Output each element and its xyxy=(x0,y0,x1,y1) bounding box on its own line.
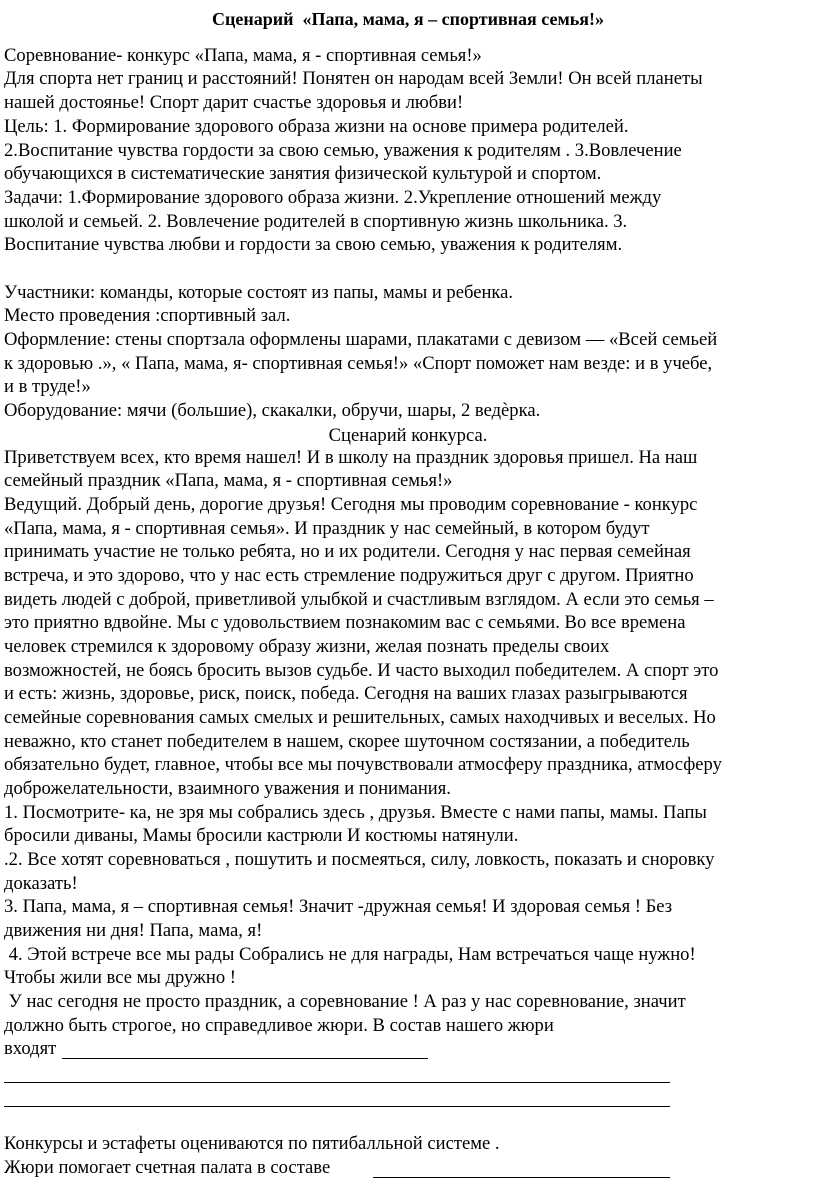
paragraph-line: Оформление: стены спортзала оформлены шарами, плакатами с девизом — «Всей семьей xyxy=(4,329,718,350)
paragraph-line: доказать! xyxy=(4,873,78,894)
jury-blank-line-3 xyxy=(4,1106,670,1107)
paragraph-line: «Папа, мама, я - спортивная семья». И праздник у нас семейный, в котором будут xyxy=(4,518,650,539)
paragraph-line: 3. Папа, мама, я – спортивная семья! Значит -дружная семья! И здоровая семья ! Без xyxy=(4,896,673,917)
paragraph-line: Конкурсы и эстафеты оцениваются по пятибалльной системе . xyxy=(4,1133,500,1154)
paragraph-line: и есть: жизнь, здоровье, риск, поиск, победа. Сегодня на ваших глазах разыгрываются xyxy=(4,683,688,704)
paragraph-line: нашей достоянье! Спорт дарит счастье здоровья и любви! xyxy=(4,92,464,113)
paragraph-line: входят xyxy=(4,1038,57,1059)
paragraph-line: видеть людей с доброй, приветливой улыбкой и счастливым взглядом. А если это семья – xyxy=(4,589,714,610)
paragraph-line: Воспитание чувства любви и гордости за свою семью, уважения к родителям. xyxy=(4,234,623,255)
paragraph-line: к здоровью .», « Папа, мама, я- спортивная семья!» «Спорт поможет нам везде: и в учебе, xyxy=(4,353,713,374)
paragraph-line: и в труде!» xyxy=(4,376,91,397)
counting-board-blank-line xyxy=(373,1177,670,1178)
paragraph-line: обучающихся в систематические занятия физической культурой и спортом. xyxy=(4,163,602,184)
paragraph-line: встреча, и это здорово, что у нас есть стремление подружиться друг с другом. Приятно xyxy=(4,565,694,586)
paragraph-line: У нас сегодня не просто праздник, а соревнование ! А раз у нас соревнование, значит xyxy=(4,991,686,1012)
paragraph-line: Жюри помогает счетная палата в составе xyxy=(4,1157,331,1178)
paragraph-line: 4. Этой встрече все мы рады Собрались не для награды, Нам встречаться чаще нужно! xyxy=(4,944,696,965)
paragraph-line: Соревнование- конкурс «Папа, мама, я - спортивная семья!» xyxy=(4,45,482,66)
paragraph-line: Цель: 1. Формирование здорового образа жизни на основе примера родителей. xyxy=(4,116,629,137)
paragraph-line: Ведущий. Добрый день, дорогие друзья! Сегодня мы проводим соревнование - конкурс xyxy=(4,494,698,515)
paragraph-line: Участники: команды, которые состоят из папы, мамы и ребенка. xyxy=(4,282,514,303)
paragraph-line: принимать участие не только ребята, но и их родители. Сегодня у нас первая семейная xyxy=(4,541,691,562)
paragraph-line: школой и семьей. 2. Вовлечение родителей в спортивную жизнь школьника. 3. xyxy=(4,211,628,232)
paragraph-line: Чтобы жили все мы дружно ! xyxy=(4,967,236,988)
document-title: Сценарий «Папа, мама, я – спортивная семья!» xyxy=(211,9,605,29)
section-subtitle: Сценарий конкурса. xyxy=(328,425,488,446)
paragraph-line: Задачи: 1.Формирование здорового образа жизни. 2.Укрепление отношений между xyxy=(4,187,662,208)
jury-blank-line-2 xyxy=(4,1082,670,1083)
paragraph-line: .2. Все хотят соревноваться , пошутить и посмеяться, силу, ловкость, показать и сноровку xyxy=(4,849,715,870)
paragraph-line: Для спорта нет границ и расстояний! Понятен он народам всей Земли! Он всей планеты xyxy=(4,68,703,89)
paragraph-line: бросили диваны, Мамы бросили кастрюли И костюмы натянули. xyxy=(4,825,519,846)
jury-blank-line-1 xyxy=(62,1058,428,1059)
paragraph-line: человек стремился к здоровому образу жизни, желая познать пределы своих xyxy=(4,636,610,657)
paragraph-line: обязательно будет, главное, чтобы все мы почувствовали атмосферу праздника, атмосферу xyxy=(4,754,722,775)
paragraph-line: семейный праздник «Папа, мама, я - спортивная семья!» xyxy=(4,470,453,491)
paragraph-line: должно быть строгое, но справедливое жюри. В состав нашего жюри xyxy=(4,1015,554,1036)
paragraph-line: движения ни дня! Папа, мама, я! xyxy=(4,920,263,941)
paragraph-line: это приятно вдвойне. Мы с удовольствием познакомим вас с семьями. Во все времена xyxy=(4,612,686,633)
paragraph-line: неважно, кто станет победителем в нашем, скорее шуточном состязании, а победитель xyxy=(4,731,690,752)
paragraph-line: 1. Посмотрите- ка, не зря мы собрались здесь , друзья. Вместе с нами папы, мамы. Папы xyxy=(4,802,707,823)
paragraph-line: возможностей, не боясь бросить вызов судьбе. И часто выходил победителем. А спорт это xyxy=(4,660,719,681)
paragraph-line: Оборудование: мячи (большие), скакалки, обручи, шары, 2 ведèрка. xyxy=(4,400,541,421)
paragraph-line: Место проведения :спортивный зал. xyxy=(4,305,291,326)
paragraph-line: Приветствуем всех, кто время нашел! И в школу на праздник здоровья пришел. На наш xyxy=(4,447,698,468)
paragraph-line: доброжелательности, взаимного уважения и понимания. xyxy=(4,778,451,799)
paragraph-line: 2.Воспитание чувства гордости за свою семью, уважения к родителям . 3.Вовлечение xyxy=(4,140,682,161)
paragraph-line: семейные соревнования самых смелых и решительных, самых находчивых и веселых. Но xyxy=(4,707,716,728)
